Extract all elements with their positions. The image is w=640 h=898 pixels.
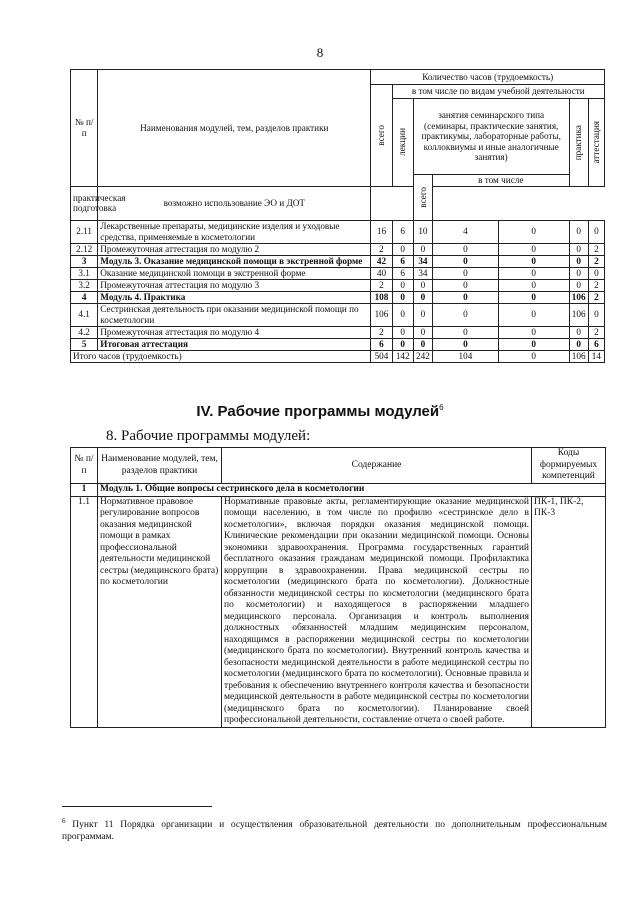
total-total: 504 (371, 350, 392, 362)
cell-pp: 4 (433, 220, 499, 243)
program-content: Нормативные правовые акты, регламентирующие оказание медицинской помощи населению, в том числе по профилю «сестринское дело в косметологии», включая порядки оказания медицинской помощи. Клинические рекомендации при оказании медицинской помощи. Основы экономики здравоохранения. Программа государственных гарантий бесплатного оказания гражданам медицинской помощи. Профилактика коррупции в здравоохранении. Права медицинской сестры по косметологии (медицинского брата по косметологии). Должностные обязанности медицинской сестры по косметологии (медицинского брата по косметологии) и находящегося в распоряжении младшего медицинского персонала. Организация и контроль выполнения должностных обязанностей младшим медицинским персоналом, находящимся в распоряжении медицинской сестры по косметологии (медицинского брата по косметологии). Внутренний контроль качества и безопасности медицинской деятельности в работе медицинской сестры по косметологии (медицинского брата по косметологии). Основные правила и требования к обеспечению внутреннего контроля качества и безопасности медицинской деятельности в работе медицинской сестры по косметологии (медицинского брата по косметологии). Планирование своей профессиональной деятельности, составление отчета о своей работе. (222, 496, 532, 727)
cell-total: 42 (371, 255, 392, 267)
total-pr: 106 (569, 350, 588, 362)
module-row (71, 484, 606, 497)
table-row (71, 326, 605, 338)
t2-header-name: Наименование модулей, тем, разделов практики (98, 448, 222, 484)
cell-name: Модуль 4. Практика (98, 291, 371, 303)
programs-table (70, 447, 606, 728)
footnote-ref: 6 (439, 403, 444, 412)
cell-pp: 0 (433, 291, 499, 303)
header-name: Наименования модулей, тем, разделов практики (98, 70, 371, 187)
table-row (71, 279, 605, 291)
cell-total: 2 (371, 243, 392, 255)
cell-sem: 10 (413, 220, 432, 243)
footnote-separator (62, 806, 212, 807)
module-num: 1 (71, 484, 98, 497)
module-title: Модуль 1. Общие вопросы сестринского дела в косметологии (98, 484, 606, 497)
cell-sem: 0 (413, 291, 432, 303)
program-row (71, 496, 606, 727)
cell-att: 2 (588, 279, 604, 291)
cell-eo: 0 (498, 243, 569, 255)
cell-eo: 0 (498, 279, 569, 291)
cell-lec: 0 (392, 279, 413, 291)
cell-num: 4.2 (71, 326, 98, 338)
header-incl-types: в том числе по видам учебной деятельности (392, 85, 604, 99)
header-attestation: аттестация (588, 99, 604, 187)
header-incl: в том числе (433, 175, 570, 187)
cell-sem: 0 (413, 243, 432, 255)
table-row (71, 291, 605, 303)
header-num: № п/п (71, 70, 98, 187)
cell-att: 2 (588, 255, 604, 267)
cell-att: 0 (588, 303, 604, 326)
cell-total: 16 (371, 220, 392, 243)
total-att: 14 (588, 350, 604, 362)
cell-pr: 0 (569, 255, 588, 267)
cell-num: 5 (71, 338, 98, 350)
cell-total: 2 (371, 326, 392, 338)
cell-eo: 0 (498, 267, 569, 279)
header-eo-dot: возможно использование ЭО и ДОТ (98, 186, 371, 220)
table-row (71, 243, 605, 255)
cell-pp: 0 (433, 243, 499, 255)
program-num: 1.1 (71, 496, 98, 727)
cell-pp: 0 (433, 255, 499, 267)
cell-lec: 0 (392, 338, 413, 350)
total-lec: 142 (392, 350, 413, 362)
footnote-mark: 6 (62, 817, 66, 825)
header-sem-total: всего (413, 175, 432, 221)
cell-pr: 106 (569, 291, 588, 303)
header-seminar: занятия семинарского типа (семинары, практические занятия, практикумы, лабораторные работы, коллоквиумы и иные аналогичные занятия) (413, 99, 569, 175)
header-lectures: лекции (392, 99, 413, 187)
cell-pr: 0 (569, 279, 588, 291)
cell-num: 3.2 (71, 279, 98, 291)
cell-num: 2.11 (71, 220, 98, 243)
cell-pr: 0 (569, 338, 588, 350)
cell-lec: 6 (392, 255, 413, 267)
cell-lec: 0 (392, 243, 413, 255)
cell-name: Модуль 3. Оказание медицинской помощи в экстренной форме (98, 255, 371, 267)
cell-lec: 6 (392, 267, 413, 279)
total-eo: 0 (498, 350, 569, 362)
cell-name: Итоговая аттестация (98, 338, 371, 350)
cell-sem: 34 (413, 255, 432, 267)
cell-att: 0 (588, 267, 604, 279)
cell-pp: 0 (433, 267, 499, 279)
page-number: 8 (316, 45, 324, 60)
table-row (71, 338, 605, 350)
cell-eo: 0 (498, 338, 569, 350)
cell-eo: 0 (498, 326, 569, 338)
cell-sem: 0 (413, 326, 432, 338)
header-practice: практика (569, 99, 588, 187)
cell-num: 2.12 (71, 243, 98, 255)
cell-sem: 0 (413, 303, 432, 326)
hours-table (70, 69, 605, 363)
program-name: Нормативное правовое регулирование вопросов оказания медицинской помощи в рамках профессиональной деятельности медицинской сестры (медицинского брата) по косметологии (98, 496, 222, 727)
cell-total: 6 (371, 338, 392, 350)
t2-header-codes: Коды формируемых компетенций (532, 448, 606, 484)
table-row (71, 255, 605, 267)
total-sem: 242 (413, 350, 432, 362)
cell-num: 3.1 (71, 267, 98, 279)
cell-eo: 0 (498, 303, 569, 326)
header-total: всего (371, 85, 392, 187)
cell-pr: 0 (569, 267, 588, 279)
cell-total: 2 (371, 279, 392, 291)
cell-lec: 0 (392, 291, 413, 303)
cell-total: 108 (371, 291, 392, 303)
total-row (71, 350, 605, 362)
cell-pr: 0 (569, 243, 588, 255)
cell-num: 4 (71, 291, 98, 303)
cell-eo: 0 (498, 220, 569, 243)
cell-sem: 0 (413, 338, 432, 350)
cell-total: 40 (371, 267, 392, 279)
subtitle: 8. Рабочие программы модулей: (106, 428, 311, 444)
cell-att: 2 (588, 243, 604, 255)
cell-name: Промежуточная аттестация по модулю 2 (98, 243, 371, 255)
cell-pr: 106 (569, 303, 588, 326)
cell-pp: 0 (433, 338, 499, 350)
total-pp: 104 (433, 350, 499, 362)
cell-att: 2 (588, 291, 604, 303)
cell-eo: 0 (498, 255, 569, 267)
section-title: IV. Рабочие программы модулей$^6$ (196, 403, 444, 420)
header-hours: Количество часов (трудоемкость) (371, 70, 605, 85)
cell-lec: 6 (392, 220, 413, 243)
t2-header-num: № п/п (71, 448, 98, 484)
cell-name: Сестринская деятельность при оказании медицинской помощи по косметологии (98, 303, 371, 326)
table-row (71, 267, 605, 279)
program-codes: ПК-1, ПК-2, ПК-3 (532, 496, 606, 727)
t2-header-content: Содержание (222, 448, 532, 484)
cell-lec: 0 (392, 303, 413, 326)
cell-num: 3 (71, 255, 98, 267)
cell-total: 106 (371, 303, 392, 326)
cell-pp: 0 (433, 326, 499, 338)
cell-eo: 0 (498, 291, 569, 303)
cell-name: Оказание медицинской помощи в экстренной форме (98, 267, 371, 279)
cell-pr: 0 (569, 220, 588, 243)
cell-att: 0 (588, 220, 604, 243)
cell-att: 6 (588, 338, 604, 350)
cell-pr: 0 (569, 326, 588, 338)
cell-sem: 34 (413, 267, 432, 279)
table-row (71, 220, 605, 243)
header-prakt-prep: практическая подготовка (71, 186, 98, 220)
cell-lec: 0 (392, 326, 413, 338)
total-label: Итого часов (трудоемкость) (71, 350, 371, 362)
table-row (71, 303, 605, 326)
footnote-text: Пункт 11 Порядка организации и осуществления образовательной деятельности по дополнительным профессиональным программам. (62, 820, 607, 843)
cell-att: 2 (588, 326, 604, 338)
cell-num: 4.1 (71, 303, 98, 326)
cell-sem: 0 (413, 279, 432, 291)
cell-pp: 0 (433, 303, 499, 326)
cell-name: Промежуточная аттестация по модулю 4 (98, 326, 371, 338)
cell-name: Лекарственные препараты, медицинские изделия и уходовые средства, применяемые в косметологии (98, 220, 371, 243)
cell-name: Промежуточная аттестация по модулю 3 (98, 279, 371, 291)
footnote (62, 815, 607, 843)
cell-pp: 0 (433, 279, 499, 291)
